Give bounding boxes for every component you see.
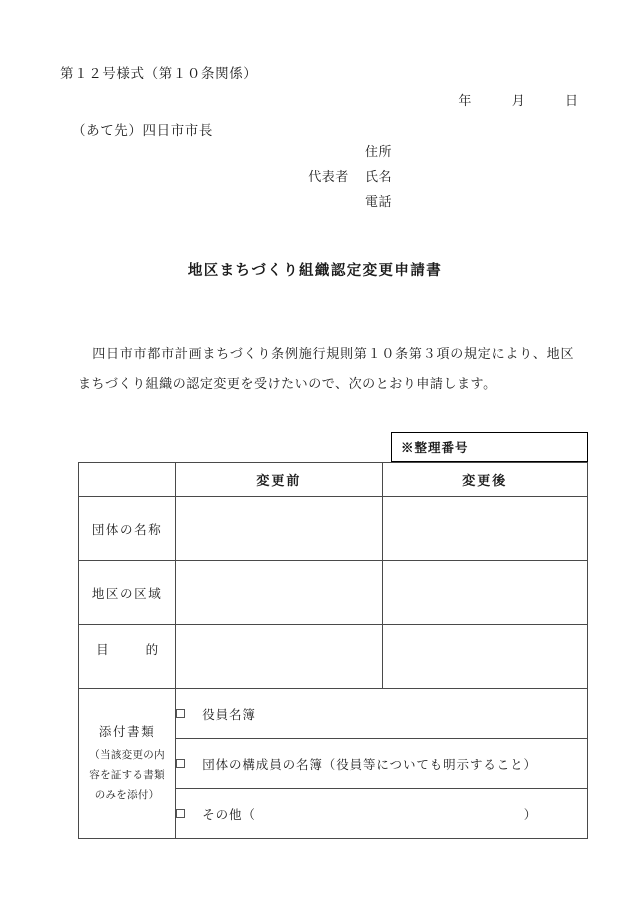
- date-month-label: 月: [511, 94, 525, 109]
- form-number: 第１２号様式（第１０条関係）: [60, 66, 258, 82]
- attachment-item-label: 団体の構成員の名簿（役員等についても明示すること）: [202, 756, 537, 772]
- addressee-line: （あて先）四日市市長: [72, 123, 213, 139]
- attachment-item-label: その他（: [202, 806, 256, 822]
- reference-number-label: ※整理番号: [401, 440, 469, 455]
- table-row: [79, 561, 588, 625]
- table-row: [79, 497, 588, 561]
- attachments-note-line-3: のみを添付）: [94, 789, 160, 801]
- attachment-item-other[interactable]: [176, 789, 588, 839]
- attachment-item-member-roster[interactable]: [176, 739, 588, 789]
- header-label-cell: [79, 463, 176, 497]
- reference-number-box: [391, 432, 588, 462]
- date-day-label: 日: [564, 94, 578, 109]
- attachment-item-officer-roster[interactable]: [176, 689, 588, 739]
- phone-label: 電話: [364, 195, 392, 210]
- table-header-row: [79, 463, 588, 497]
- attachment-row: [79, 689, 588, 739]
- field-organization-name-before[interactable]: [176, 497, 382, 561]
- date-year-label: 年: [458, 94, 472, 109]
- field-district-area-before[interactable]: [176, 561, 382, 625]
- name-label: 氏名: [364, 170, 392, 185]
- checkbox-officer-roster[interactable]: [176, 709, 185, 718]
- body-paragraph: [78, 340, 574, 400]
- attachment-item-label: 役員名簿: [202, 706, 256, 722]
- document-title: 地区まちづくり組織認定変更申請書: [187, 262, 443, 279]
- applicant-phone-row: [180, 190, 392, 215]
- address-label: 住所: [364, 145, 392, 160]
- checkbox-member-roster[interactable]: [176, 759, 185, 768]
- header-before-cell: 変更前: [176, 463, 382, 497]
- row-label-purpose: [79, 625, 176, 689]
- row-label-organization-name: 団体の名称: [79, 497, 176, 561]
- table-row: [79, 625, 588, 689]
- body-paragraph-text: 四日市市都市計画まちづくり条例施行規則第１０条第３項の規定により、地区まちづくり組織の認定変更を受けたいので、次のとおり申請します。: [78, 347, 574, 392]
- row-label-purpose-text: 目的: [96, 642, 159, 657]
- attachments-note: [79, 745, 175, 805]
- row-label-district-area: 地区の区域: [79, 561, 176, 625]
- representative-label: 代表者: [308, 170, 349, 185]
- attachments-title: 添付書類: [98, 724, 156, 739]
- attachments-note-line-1: （当該変更の内: [89, 749, 165, 761]
- applicant-block: [180, 140, 392, 215]
- attachments-label-cell: [79, 689, 176, 839]
- applicant-name-row: [180, 165, 392, 190]
- header-after-cell: 変更後: [382, 463, 587, 497]
- checkbox-other[interactable]: [176, 809, 185, 818]
- field-district-area-after[interactable]: [382, 561, 587, 625]
- field-organization-name-after[interactable]: [382, 497, 587, 561]
- other-attachment-close-paren: ）: [523, 806, 538, 822]
- application-table: [78, 462, 588, 839]
- field-purpose-before[interactable]: [176, 625, 382, 689]
- date-line: [458, 90, 578, 109]
- field-purpose-after[interactable]: [382, 625, 587, 689]
- attachments-note-line-2: 容を証する書類: [89, 769, 165, 781]
- applicant-address-row: [180, 140, 392, 165]
